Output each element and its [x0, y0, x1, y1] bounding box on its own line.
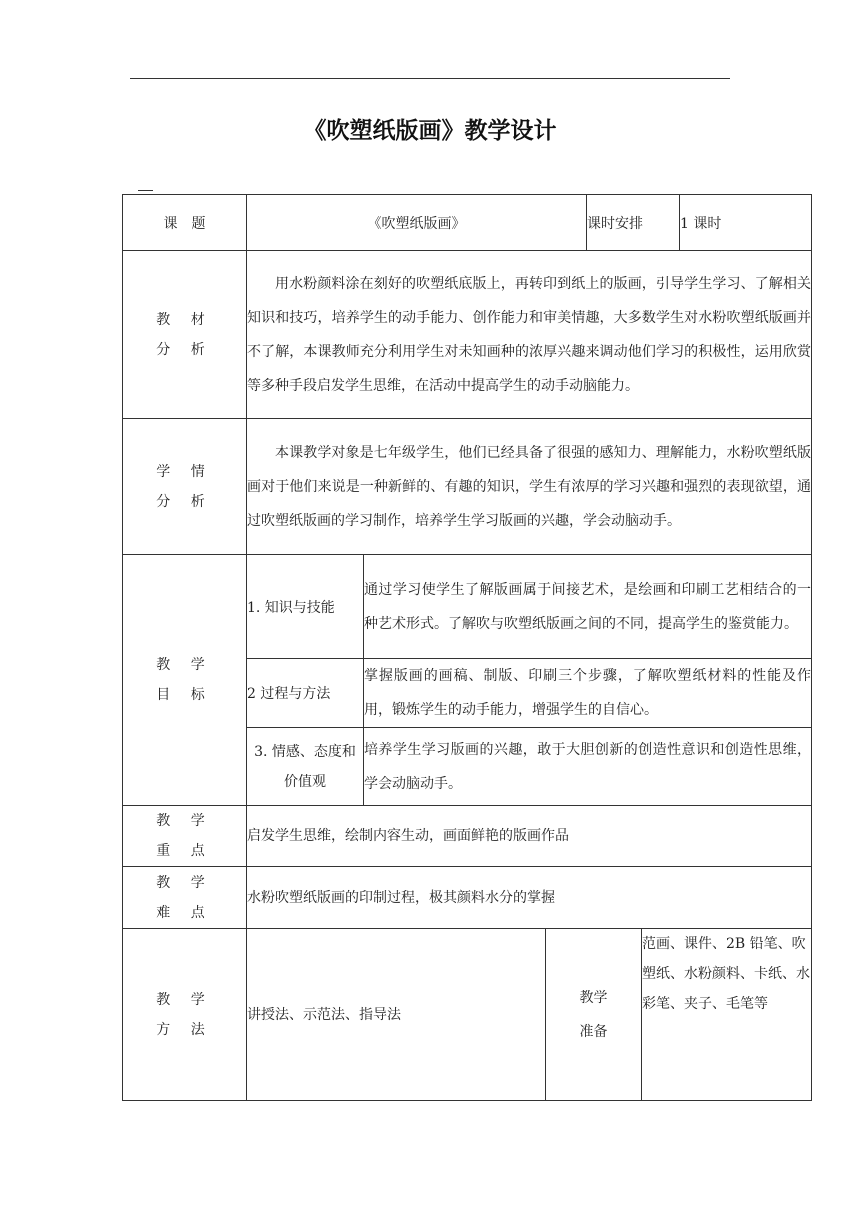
topic-value: 《吹塑纸版画》	[247, 195, 587, 251]
goal-1-text: 通过学习使学生了解版画属于间接艺术，是绘画和印刷工艺相结合的一种艺术形式。了解吹与吹塑纸版画之间的不同，提高学生的鉴赏能力。	[364, 555, 812, 659]
small-dash	[138, 190, 153, 191]
row-method	[123, 929, 812, 1101]
prep-label: 教学 准备	[546, 929, 642, 1101]
goal-2-text: 掌握版画的画稿、制版、印刷三个步骤，了解吹塑纸材料的性能及作用，锻炼学生的动手能力，增强学生的自信心。	[364, 659, 812, 728]
difficulty-label: 教 学 难 点	[123, 867, 247, 929]
header-rule	[130, 78, 730, 79]
difficulty-text: 水粉吹塑纸版画的印制过程，极其颜料水分的掌握	[247, 867, 812, 929]
document-title: 《吹塑纸版画》教学设计	[303, 118, 557, 144]
goal-1-name: 1. 知识与技能	[247, 555, 364, 659]
row-material	[123, 251, 812, 419]
goal-3-text: 培养学生学习版画的兴趣，敢于大胆创新的创造性意识和创造性思维，学会动脑动手。	[364, 728, 812, 806]
goal-2-name: 2 过程与方法	[247, 659, 364, 728]
hours-value: 1 课时	[680, 195, 812, 251]
prep-text: 范画、课件、2B 铅笔、吹塑纸、水粉颜料、卡纸、水彩笔、夹子、毛笔等	[642, 929, 812, 1101]
row-student	[123, 419, 812, 555]
hours-label: 课时安排	[587, 195, 680, 251]
lesson-plan-table	[122, 194, 812, 1101]
key-label: 教 学 重 点	[123, 806, 247, 867]
row-difficulty	[123, 867, 812, 929]
method-text: 讲授法、示范法、指导法	[247, 929, 546, 1101]
method-label: 教 学 方 法	[123, 929, 247, 1101]
row-topic	[123, 195, 812, 251]
student-label: 学 情 分 析	[123, 419, 247, 555]
material-text: 用水粉颜料涂在刻好的吹塑纸底版上，再转印到纸上的版画，引导学生学习、了解相关知识和技巧，培养学生的动手能力、创作能力和审美情趣，大多数学生对水粉吹塑纸版画并不了解，本课教师充分利用学生对未知画种的浓厚兴趣来调动他们学习的积极性，运用欣赏等多种手段启发学生思维，在活动中提高学生的动手动脑能力。	[247, 251, 812, 419]
goal-3-name: 3. 情感、态度和 价值观	[247, 728, 364, 806]
topic-label: 课 题	[123, 195, 247, 251]
student-text: 本课教学对象是七年级学生，他们已经具备了很强的感知力、理解能力，水粉吹塑纸版画对于他们来说是一种新鲜的、有趣的知识，学生有浓厚的学习兴趣和强烈的表现欲望，通过吹塑纸版画的学习制作，培养学生学习版画的兴趣，学会动脑动手。	[247, 419, 812, 555]
row-goal-1	[123, 555, 812, 659]
row-key	[123, 806, 812, 867]
goals-label: 教 学 目 标	[123, 555, 247, 806]
key-text: 启发学生思维，绘制内容生动，画面鲜艳的版画作品	[247, 806, 812, 867]
material-label: 教 材 分 析	[123, 251, 247, 419]
